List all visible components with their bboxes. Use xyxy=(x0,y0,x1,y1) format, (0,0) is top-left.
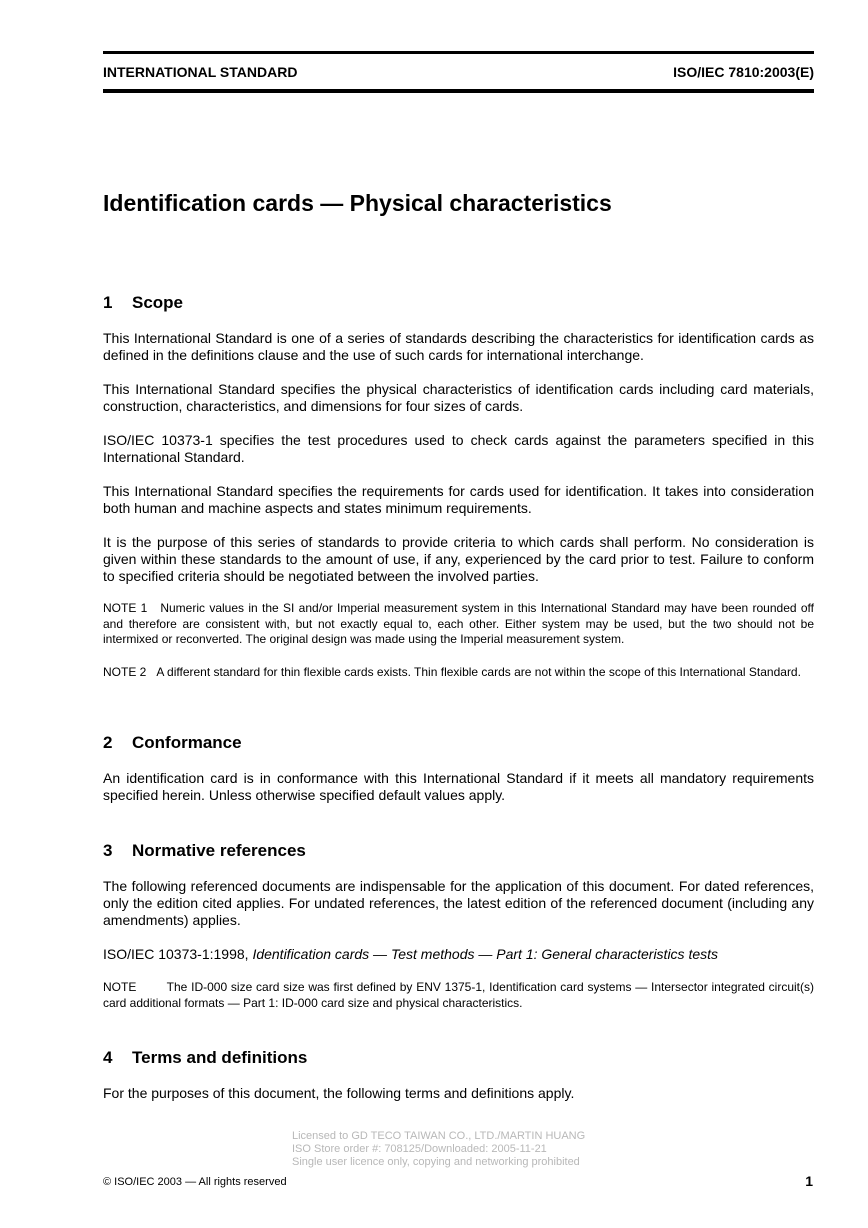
section-number: 3 xyxy=(103,841,113,860)
note-label: NOTE 2 xyxy=(103,665,147,679)
normative-reference xyxy=(103,946,814,963)
page-number: 1 xyxy=(805,1173,813,1189)
section-heading-conformance xyxy=(103,733,242,753)
section-heading-scope xyxy=(103,293,183,313)
note-label: NOTE xyxy=(103,980,137,994)
paragraph: ISO/IEC 10373-1 specifies the test procedures used to check cards against the parameters specified in this International Standard. xyxy=(103,432,814,465)
reference-title: Identification cards — Test methods — Part 1: General characteristics tests xyxy=(252,946,719,962)
paragraph: This International Standard specifies the physical characteristics of identification cards including card materials, construction, characteristics, and dimensions for four sizes of cards. xyxy=(103,381,814,414)
paragraph: An identification card is in conformance with this International Standard if it meets all mandatory requirements specified herein. Unless otherwise specified default values apply. xyxy=(103,770,814,803)
license-watermark xyxy=(292,1130,585,1169)
paragraph: For the purposes of this document, the following terms and definitions apply. xyxy=(103,1085,575,1101)
section-number: 4 xyxy=(103,1048,113,1067)
watermark-line: Single user licence only, copying and networking prohibited xyxy=(292,1156,580,1168)
paragraph: It is the purpose of this series of standards to provide criteria to which cards shall perform. No consideration is given within these standards to the amount of use, if any, experienced by the card prior to test. Failure to conform to specified criteria should be negotiated between the involved parties. xyxy=(103,534,814,584)
section-number: 1 xyxy=(103,293,113,312)
note-text: A different standard for thin flexible cards exists. Thin flexible cards are not within the scope of this International Standard. xyxy=(156,665,801,679)
watermark-line: Licensed to GD TECO TAIWAN CO., LTD./MARTIN HUANG xyxy=(292,1130,586,1142)
section-heading-normative-references xyxy=(103,841,306,861)
paragraph: This International Standard is one of a series of standards describing the characteristics for identification cards as defined in the definitions clause and the use of such cards for international interchange. xyxy=(103,330,814,363)
paragraph: The following referenced documents are indispensable for the application of this document. For dated references, only the edition cited applies. For undated references, the latest edition of the referenced document (including any amendments) applies. xyxy=(103,878,814,928)
section-title: Scope xyxy=(132,293,184,312)
reference-code: ISO/IEC 10373-1:1998, xyxy=(103,946,249,962)
paragraph: This International Standard specifies the requirements for cards used for identification. It takes into consideration both human and machine aspects and states minimum requirements. xyxy=(103,483,814,516)
header-bottom-rule xyxy=(103,89,814,93)
watermark-line: ISO Store order #: 708125/Downloaded: 2005-11-21 xyxy=(292,1143,547,1155)
note-2 xyxy=(103,665,814,681)
header-standard-type: INTERNATIONAL STANDARD xyxy=(103,64,298,80)
header-document-number: ISO/IEC 7810:2003(E) xyxy=(673,64,814,80)
section-title: Normative references xyxy=(132,841,306,860)
note-3 xyxy=(103,980,814,1011)
footer-copyright: © ISO/IEC 2003 — All rights reserved xyxy=(103,1176,287,1188)
note-1 xyxy=(103,601,814,648)
section-number: 2 xyxy=(103,733,113,752)
section-title: Terms and definitions xyxy=(132,1048,308,1067)
note-label: NOTE 1 xyxy=(103,601,148,615)
section-title: Conformance xyxy=(132,733,242,752)
note-text: Numeric values in the SI and/or Imperial measurement system in this International Standard may have been rounded off and therefore are consistent with, but not exactly equal to, each other. Either system may be used, but the two should not be intermixed or reconverted. The original design was made using the Imperial measurement system. xyxy=(103,601,814,646)
note-text: The ID-000 size card size was first defined by ENV 1375-1, Identification card systems — Intersector integrated circuit(s) card additional formats — Part 1: ID-000 card size and physical characteristics. xyxy=(103,980,814,1010)
document-title: Identification cards — Physical characteristics xyxy=(103,190,612,216)
header-top-rule xyxy=(103,51,814,54)
section-heading-terms-and-definitions xyxy=(103,1048,307,1068)
